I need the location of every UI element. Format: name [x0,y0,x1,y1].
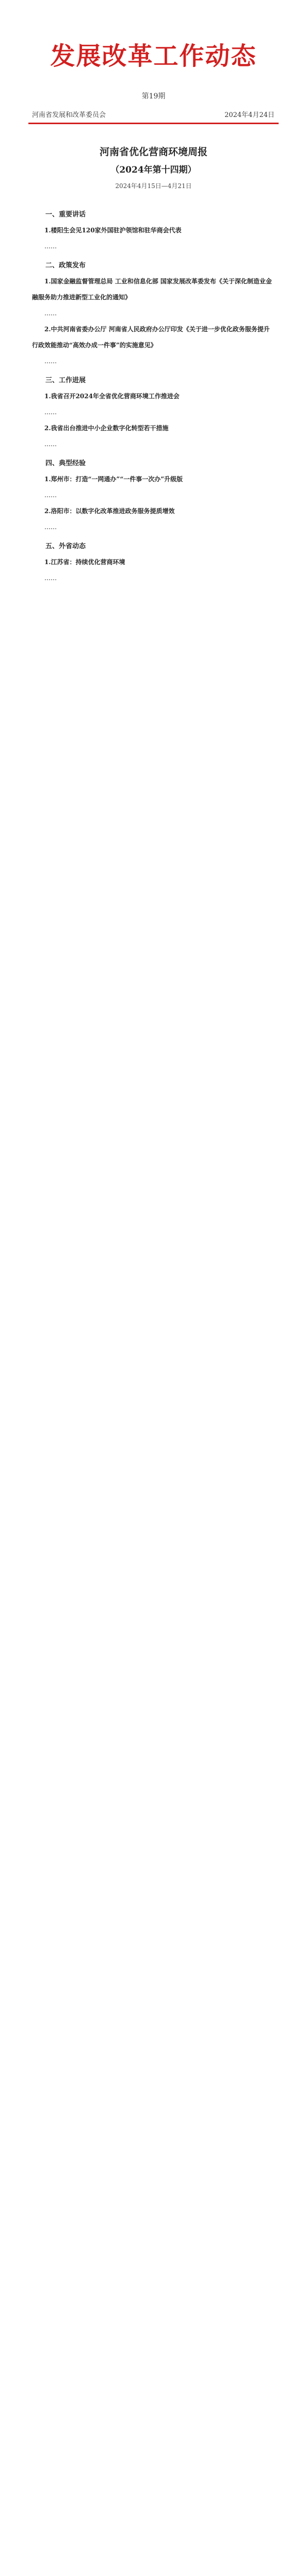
subsection-heading: 2.洛阳市：以数字化改革推进政务服务提质增效 [44,507,175,515]
subsection-heading: 1.楼阳生会见120家外国驻沪领馆和驻华商会代表 [44,227,182,234]
body-paragraph: …… [44,523,57,531]
subsection-heading: 2.我省出台推进中小企业数字化转型若干措施 [44,425,169,432]
issue-date: 2024年4月24日 [224,111,274,119]
section-heading: 五、外省动态 [45,543,86,550]
masthead-title: 发展改革工作动态 [50,42,257,71]
article-subtitle: （2024年第十四期） [110,165,197,175]
department-name: 河南省发展和改革委员会 [32,111,106,119]
header-meta-row [32,109,274,119]
body-paragraph: …… [44,492,57,499]
section-heading: 二、政策发布 [45,262,86,269]
body-paragraph: …… [44,243,57,250]
body-paragraph: …… [44,574,57,582]
body-paragraph: …… [44,409,57,416]
body-paragraph: …… [44,358,57,365]
red-divider [28,123,279,124]
subsection-heading: 1.江苏省：持续优化营商环境 [44,558,125,566]
issue-number: 第19期 [141,92,166,100]
subsection-heading: 2.中共河南省委办公厅 河南省人民政府办公厅印发《关于进一步优化政务服务提升行政效能推动“高效办成一件事”的实施意见》 [32,326,270,349]
subsection-heading: 1.国家金融监督管理总局 工业和信息化部 国家发展改革委发布《关于深化制造业金融服务助力推进新型工业化的通知》 [32,278,272,301]
article-body [32,204,274,586]
subsection-heading: 1.郑州市：打造“一网通办”“一件事一次办”升级版 [44,476,183,483]
subsection-heading: 1.我省召开2024年全省优化营商环境工作推进会 [44,393,180,400]
section-heading: 一、重要讲话 [45,211,86,218]
body-paragraph: …… [44,440,57,448]
body-paragraph: …… [44,310,57,317]
article-dateline: 2024年4月15日—4月21日 [115,182,192,190]
section-heading: 四、典型经验 [45,460,86,467]
article-title: 河南省优化营商环境周报 [99,146,207,158]
section-heading: 三、工作进展 [45,377,86,384]
